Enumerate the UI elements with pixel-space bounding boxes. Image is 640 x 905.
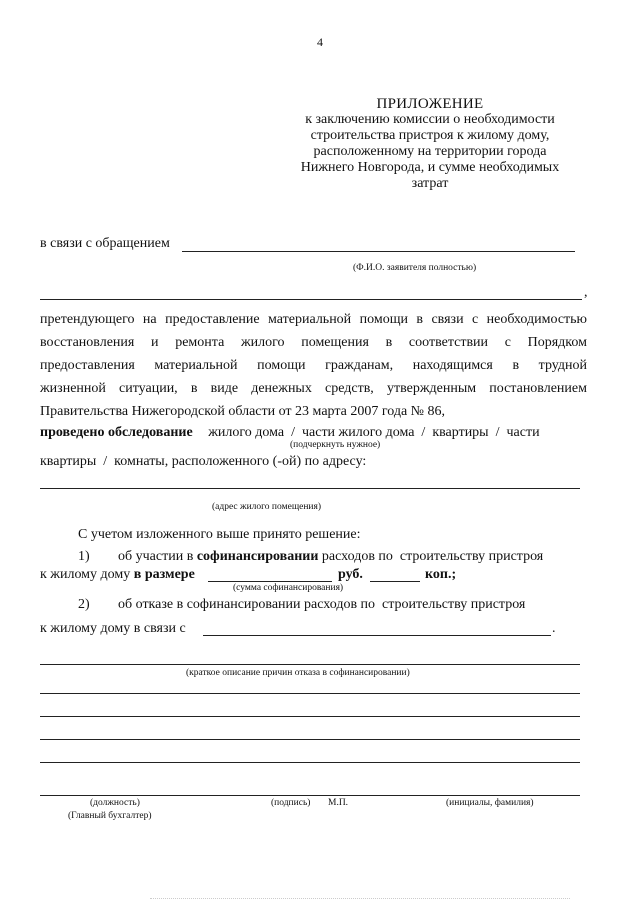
item2-end: . (552, 621, 556, 636)
reason-hint: (краткое описание причин отказа в софинансировании) (186, 668, 410, 678)
inspection-line (40, 425, 540, 441)
applicant-name-field-cont[interactable] (40, 299, 582, 300)
signature-line[interactable] (40, 795, 580, 796)
reason-line[interactable] (40, 739, 580, 740)
applicant-name-field[interactable] (182, 251, 575, 252)
item1-line2 (40, 567, 195, 583)
inspection-options[interactable]: жилого дома / части жилого дома / квартиры / части (208, 425, 540, 440)
rub-text: руб. (338, 567, 363, 582)
body-line: предоставления материальной помощи гражданам, находящимся в трудной (40, 358, 587, 373)
decision-intro: С учетом изложенного выше принято решение: (78, 527, 361, 542)
item1-bold: софинансировании (196, 549, 319, 564)
applicant-hint: (Ф.И.О. заявителя полностью) (353, 263, 477, 273)
initials-hint: (инициалы, фамилия) (446, 798, 534, 808)
appendix-line: затрат (411, 176, 449, 191)
appendix-line: расположенному на территории города (313, 144, 547, 159)
sum-hint: (сумма софинансирования) (233, 583, 344, 593)
body-line: восстановления и ремонта жилого помещения в соответствии с Порядком (40, 335, 587, 350)
comma: , (584, 285, 588, 300)
role-hint: (Главный бухгалтер) (68, 811, 152, 821)
item2-line2: к жилому дому в связи с (40, 621, 186, 636)
appendix-title: ПРИЛОЖЕНИЕ (376, 96, 484, 112)
appendix-line: строительства пристроя к жилому дому, (310, 128, 550, 143)
item1-post: расходов по строительству пристроя (318, 549, 544, 564)
item2-text: об отказе в софинансировании расходов по строительству пристроя (118, 597, 526, 612)
scan-artifact-line (150, 898, 570, 900)
appendix-line: к заключению комиссии о необходимости (305, 112, 555, 127)
item1-number: 1) (78, 549, 90, 564)
inspection-hint: (подчеркнуть нужное) (290, 440, 381, 450)
item1-text (118, 549, 543, 565)
reason-line[interactable] (40, 762, 580, 763)
body-line: жизненной ситуации, в виде денежных средств, утвержденным постановлением (40, 381, 587, 396)
item1-line2-bold: в размере (133, 567, 195, 582)
item1-line2-pre: к жилому дому (40, 567, 134, 582)
sum-rub-field[interactable] (208, 581, 332, 582)
reason-line[interactable] (40, 716, 580, 717)
appendix-header (280, 96, 580, 192)
refusal-reason-field[interactable] (203, 635, 551, 636)
appendix-line: Нижнего Новгорода, и сумме необходимых (300, 160, 560, 175)
signature-hint: (подпись) (271, 798, 311, 808)
item2-number: 2) (78, 597, 90, 612)
inspection-label: проведено обследование (40, 425, 193, 440)
stamp-hint: М.П. (328, 798, 349, 808)
body-line: Правительства Нижегородской области от 23 марта 2007 года № 86, (40, 404, 446, 419)
reason-line[interactable] (40, 664, 580, 665)
address-field[interactable] (40, 488, 580, 489)
kop-label (425, 567, 456, 583)
position-hint: (должность) (90, 798, 140, 808)
rub-label (338, 567, 363, 583)
item1-pre: об участии в (118, 549, 197, 564)
applicant-label: в связи с обращением (40, 236, 170, 251)
page-number: 4 (317, 35, 323, 49)
body-line: претендующего на предоставление материальной помощи в связи с необходимостью (40, 312, 587, 327)
inspection-line2: квартиры / комнаты, расположенного (-ой) по адресу: (40, 454, 367, 469)
address-hint: (адрес жилого помещения) (212, 502, 322, 512)
reason-line[interactable] (40, 693, 580, 694)
sum-kop-field[interactable] (370, 581, 420, 582)
kop-text: коп.; (425, 567, 457, 582)
